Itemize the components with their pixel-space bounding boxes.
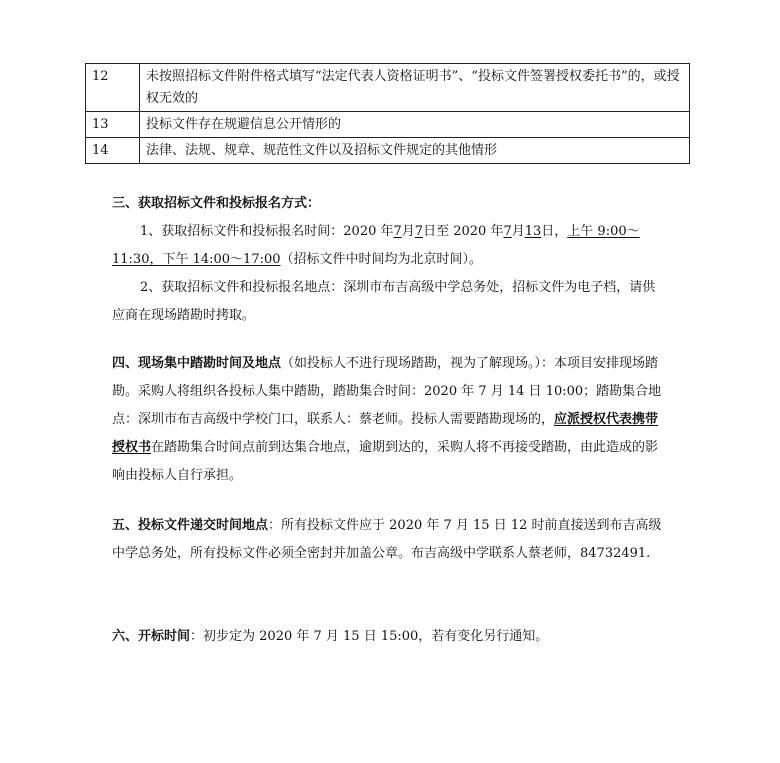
section-3-item-2: 2、获取招标文件和投标报名地点：深圳市布吉高级中学总务处，招标文件为电子档，请供应商在现场踏勘时拷取。	[112, 280, 656, 323]
table-row	[86, 64, 690, 112]
section-3	[112, 190, 668, 330]
section-3-item-1: 1、获取招标文件和投标报名时间：2020 年7月7日至 2020 年7月13日，上午 9:00～11:30，下午 14:00～17:00（招标文件中时间均为北京时间）。	[112, 224, 640, 267]
section-6: 六、开标时间：初步定为 2020 年 7 月 15 日 15:00，若有变化另行通知。	[112, 629, 549, 644]
row-text: 法律、法规、规章、规范性文件以及招标文件规定的其他情形	[140, 138, 690, 164]
row-number: 12	[86, 64, 140, 112]
row-number: 14	[86, 138, 140, 164]
row-text: 投标文件存在规避信息公开情形的	[140, 112, 690, 138]
authorization-requirement: 应派授权代表携带授权书	[112, 412, 659, 455]
disqualification-table	[85, 63, 690, 164]
row-number: 13	[86, 112, 140, 138]
section-4-heading: 四、现场集中踏勘时间及地点	[112, 356, 282, 371]
table-row	[86, 138, 690, 164]
table-row	[86, 112, 690, 138]
section-5-heading: 五、投标文件递交时间地点	[112, 518, 269, 533]
section-4: 四、现场集中踏勘时间及地点（如投标人不进行现场踏勘，视为了解现场。）：本项目安排现场踏勘。采购人将组织各投标人集中踏勘，踏勘集合时间：2020 年 7 月 14 日 10:00；踏勘集合地点：深圳市布吉高级中学校门口，联系人：蔡老师。投标人需要踏勘现场的，应派授权代表携带授权书在踏勘集合时间点前到达集合地点，逾期到达的，采购人将不再接受踏勘，由此造成的影响由投标人自行承担。	[112, 356, 662, 483]
row-text: 未按照招标文件附件格式填写“法定代表人资格证明书”、“投标文件签署授权委托书”的，或授权无效的	[140, 64, 690, 112]
section-3-heading: 三、获取招标文件和投标报名方式：	[112, 196, 321, 211]
section-6-heading: 六、开标时间	[112, 629, 191, 644]
section-5: 五、投标文件递交时间地点：所有投标文件应于 2020 年 7 月 15 日 12 时前直接送到布吉高级中学总务处，所有投标文件必须全密封并加盖公章。布吉高级中学联系人蔡老师，84732491.	[112, 518, 662, 561]
